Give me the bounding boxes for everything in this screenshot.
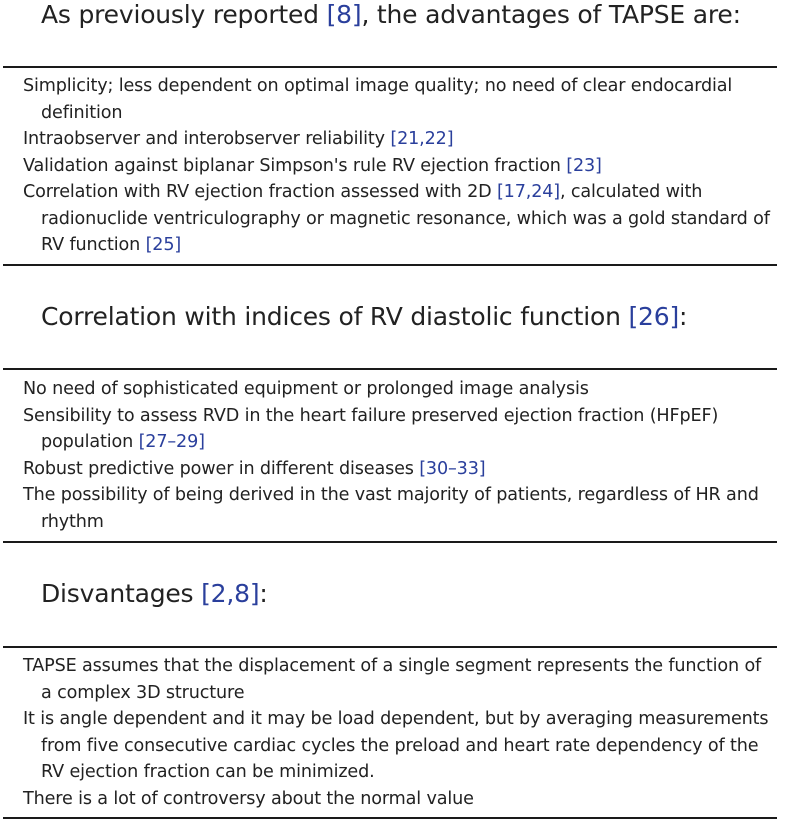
section-1-heading-after: , the advantages of TAPSE are: <box>361 0 741 29</box>
list-item <box>23 706 773 786</box>
list-item <box>23 786 773 813</box>
list-item-citation[interactable]: [30–33] <box>419 458 486 479</box>
section-2-heading-after: : <box>679 302 688 331</box>
section-1-top-rule <box>3 66 777 68</box>
list-item-text: Correlation with RV ejection fraction assessed with 2D <box>23 182 497 202</box>
list-item <box>23 456 773 483</box>
list-item-citation[interactable]: [23] <box>566 155 602 176</box>
section-2-heading <box>41 302 687 332</box>
section-3-bottom-rule <box>3 817 777 819</box>
section-1-heading-citation[interactable]: [8] <box>326 0 362 29</box>
section-1-heading-text: As previously reported <box>41 0 327 29</box>
list-item-text: It is angle dependent and it may be load dependent, but by averaging measurements from five consecutive cardiac cycles the preload and heart rate dependency of the RV ejection fraction can be minimized. <box>23 709 769 782</box>
section-3-list <box>23 653 773 812</box>
section-3-heading-after: : <box>259 579 268 608</box>
list-item-text: Intraobserver and interobserver reliability <box>23 129 391 149</box>
section-3-top-rule <box>3 646 777 648</box>
list-item-citation[interactable]: [27–29] <box>138 432 205 452</box>
list-item <box>23 482 773 535</box>
list-item-citation[interactable]: [17,24] <box>496 182 561 202</box>
list-item <box>23 179 773 259</box>
list-item <box>23 403 773 456</box>
list-item-text: Robust predictive power in different diseases <box>23 458 420 479</box>
list-item-text: The possibility of being derived in the vast majority of patients, regardless of HR and rhythm <box>23 485 759 532</box>
list-item-text: Sensibility to assess RVD in the heart failure preserved ejection fraction (HFpEF) population <box>23 405 719 452</box>
list-item <box>23 376 773 403</box>
section-2-bottom-rule <box>3 541 777 543</box>
section-1-list <box>23 73 773 259</box>
list-item-text: There is a lot of controversy about the normal value <box>23 788 474 809</box>
list-item <box>23 126 773 153</box>
list-item-citation[interactable]: [21,22] <box>390 129 454 149</box>
list-item <box>23 153 773 180</box>
list-item-text: Validation against biplanar Simpson's rule RV ejection fraction <box>23 155 567 176</box>
section-1-heading <box>41 0 741 30</box>
section-2-heading-text: Correlation with indices of RV diastolic function <box>41 302 629 331</box>
list-item-text-continued: , calculated with radionuclide ventriculography or magnetic resonance, which was a gold standard of RV function <box>41 182 770 255</box>
list-item <box>23 73 773 126</box>
section-2-top-rule <box>3 368 777 370</box>
list-item <box>23 653 773 706</box>
section-2-list <box>23 376 773 535</box>
list-item-text: No need of sophisticated equipment or prolonged image analysis <box>23 379 589 399</box>
list-item-citation-2[interactable]: [25] <box>145 235 182 255</box>
section-2-heading-citation[interactable]: [26] <box>628 302 680 331</box>
section-3-heading-text: Disvantages <box>41 579 202 608</box>
list-item-text: Simplicity; less dependent on optimal image quality; no need of clear endocardial definition <box>23 76 733 123</box>
section-1-bottom-rule <box>3 264 777 266</box>
list-item-text: TAPSE assumes that the displacement of a single segment represents the function of a complex 3D structure <box>23 656 762 703</box>
section-3-heading-citation[interactable]: [2,8] <box>201 579 260 608</box>
section-3-heading <box>41 579 268 609</box>
